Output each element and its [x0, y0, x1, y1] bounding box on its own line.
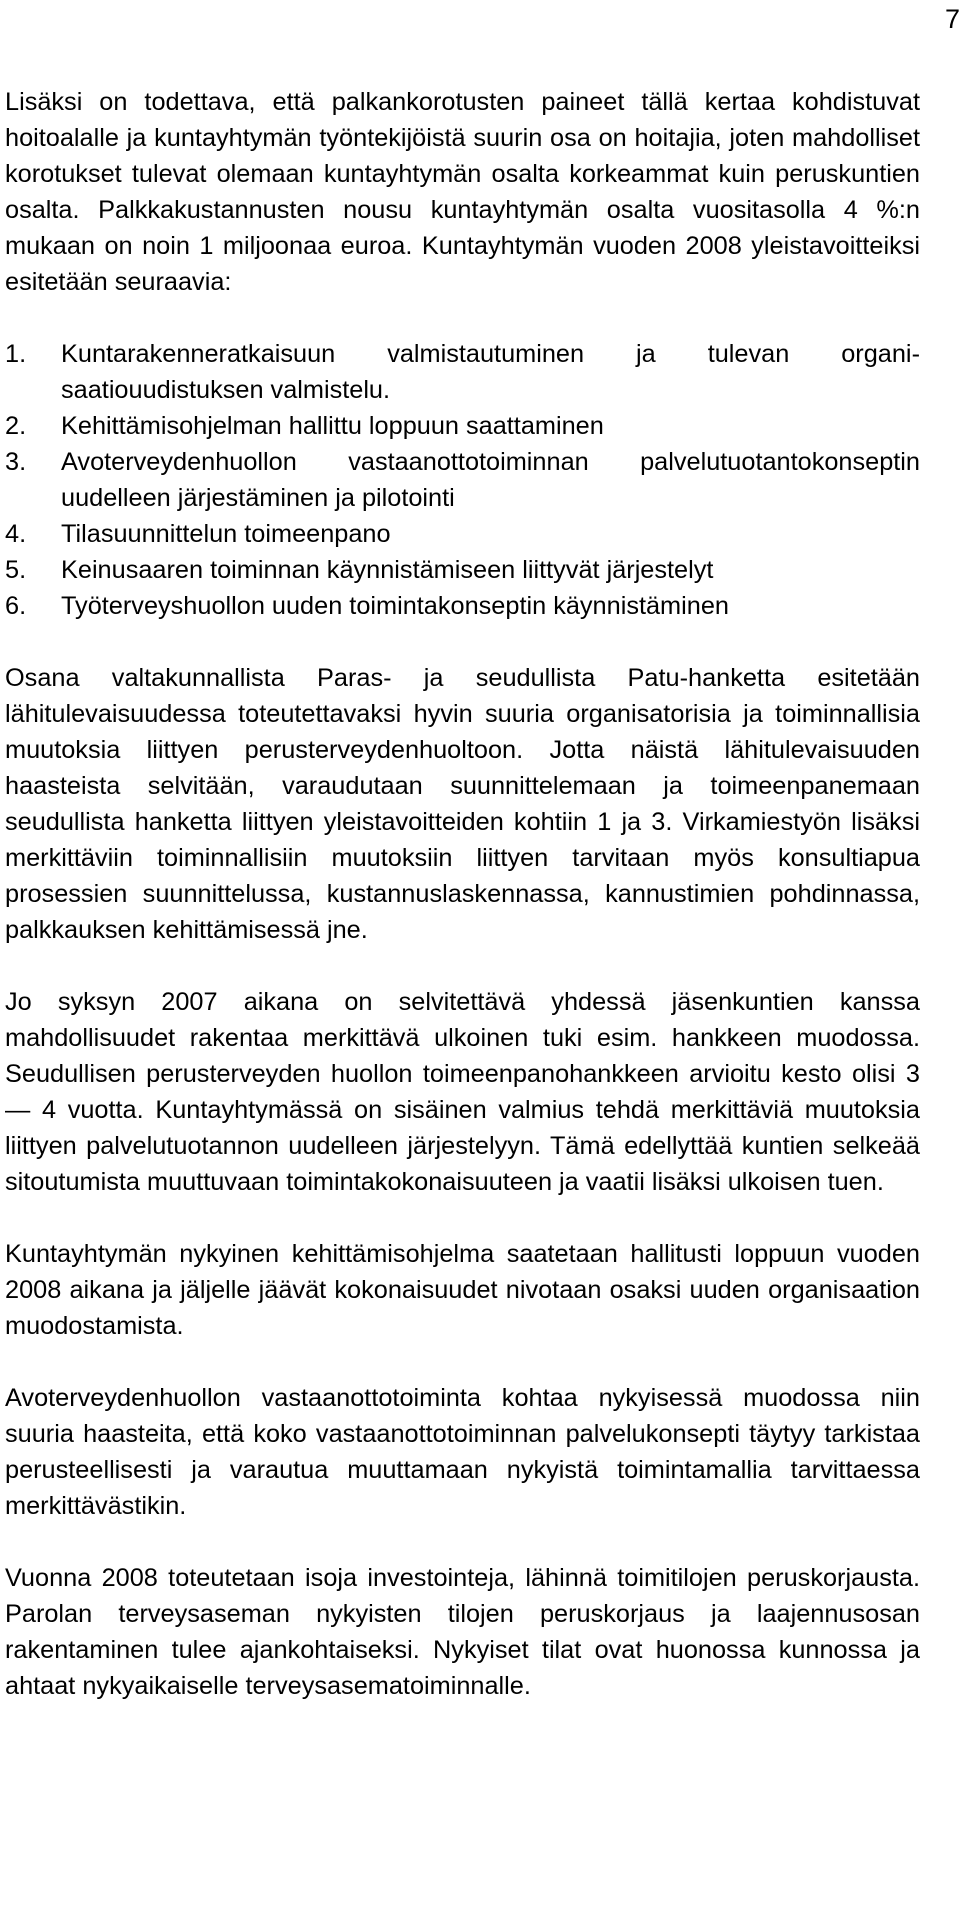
paragraph-outpatient-services: Avoterveydenhuollon vastaanottotoiminta kohtaa nykyisessä muodossa niin suuria haasteita, että koko vastaanottotoiminnan palvelukonsepti täytyy tarkistaa perusteellisesti ja varautua muuttamaan nykyistä toimintamallia tarvittaessa merkittävästikin.	[5, 1384, 920, 1520]
goals-list	[5, 336, 920, 624]
intro-paragraph: Lisäksi on todettava, että palkankorotusten paineet tällä kertaa kohdistuvat hoitoalalle ja kuntayhtymän työntekijöistä suurin osa on hoitajia, joten mahdolliset korotukset tulevat olemaan kuntayhtymän osalta korkeammat kuin peruskuntien osalta. Palkkakustannusten nousu kuntayhtymän osalta vuositasolla 4 %:n mukaan on noin 1 miljoonaa euroa. Kuntayhtymän vuoden 2008 yleistavoitteiksi esitetään seuraavia:	[5, 88, 920, 296]
list-item-text: Työterveyshuollon uuden toimintakonseptin käynnistäminen	[61, 592, 729, 620]
paragraph-investments-2008: Vuonna 2008 toteutetaan isoja investointeja, lähinnä toimitilojen peruskorjausta. Parolan terveysaseman nykyisten tilojen peruskorjaus ja laajennusosan rakentaminen tulee ajankohtaiseksi. Nykyiset tilat ovat huonossa kunnossa ja ahtaat nykyaikaiselle terveysasematoiminnalle.	[5, 1564, 920, 1700]
list-item-number: 1.	[5, 340, 27, 368]
list-item-text: Keinusaaren toiminnan käynnistämiseen liittyvät järjestelyt	[61, 556, 714, 584]
paragraph-reform: Osana valtakunnallista Paras- ja seudullista Patu-hanketta esitetään lähitulevaisuudessa toteutettavaksi hyvin suuria organisatorisia ja toiminnallisia muutoksia liittyen perusterveydenhuoltoon. Jotta näistä lähitulevaisuuden haasteista selvitään, varaudutaan suunnittelemaan ja toimeenpanemaan seudullista hanketta liittyen yleistavoitteiden kohtiin 1 ja 3. Virkamiestyön lisäksi merkittäviin toiminnallisiin muutoksiin liittyen tarvitaan myös konsultiapua prosessien suunnittelussa, kustannuslaskennassa, kannustimien pohdinnassa, palkkauksen kehittämisessä jne.	[5, 664, 920, 944]
list-item-text: Tilasuunnittelun toimeenpano	[61, 520, 391, 548]
list-item-text: Kuntarakenneratkaisuun valmistautuminen ja tulevan organisaatiouudistuksen valmistelu.	[61, 340, 920, 404]
list-item-number: 6.	[5, 592, 27, 620]
page-number: 7	[944, 4, 960, 34]
list-item	[5, 408, 920, 444]
paragraph-development-program: Kuntayhtymän nykyinen kehittämisohjelma saatetaan hallitusti loppuun vuoden 2008 aikana ja jäljelle jäävät kokonaisuudet nivotaan osaksi uuden organisaation muodostamista.	[5, 1240, 920, 1340]
list-item	[5, 444, 920, 516]
list-item-text: Avoterveydenhuollon vastaanottotoiminnan palvelutuotantokonseptin uudelleen järjestäminen ja pilotointi	[61, 448, 920, 512]
paragraph-autumn-2007: Jo syksyn 2007 aikana on selvitettävä yhdessä jäsenkuntien kanssa mahdollisuudet rakentaa merkittävä ulkoinen tuki esim. hankkeen muodossa. Seudullisen perusterveyden huollon toimeenpanohankkeen arvioitu kesto olisi 3 — 4 vuotta. Kuntayhtymässä on sisäinen valmius tehdä merkittäviä muutoksia liittyen palvelutuotannon uudelleen järjestelyyn. Tämä edellyttää kuntien selkeää sitoutumista muuttuvaan toimintakokonaisuuteen ja vaatii lisäksi ulkoisen tuen.	[5, 988, 920, 1196]
list-item	[5, 588, 920, 624]
list-item	[5, 552, 920, 588]
document-body	[5, 84, 920, 1704]
list-item-number: 3.	[5, 448, 27, 476]
list-item	[5, 516, 920, 552]
list-item-number: 4.	[5, 520, 27, 548]
list-item-number: 2.	[5, 412, 27, 440]
list-item	[5, 336, 920, 408]
list-item-number: 5.	[5, 556, 27, 584]
list-item-text: Kehittämisohjelman hallittu loppuun saattaminen	[61, 412, 604, 440]
